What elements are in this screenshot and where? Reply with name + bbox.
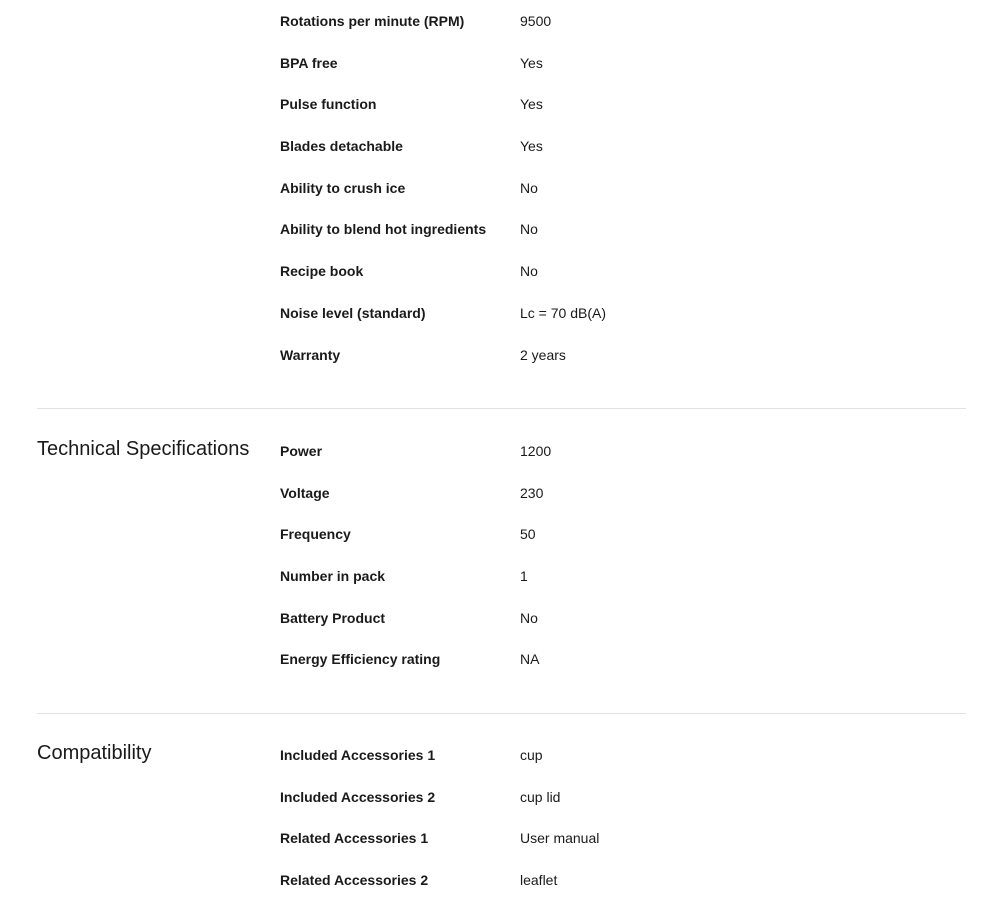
spec-value: Yes [520, 138, 543, 155]
spec-value: No [520, 221, 538, 238]
spec-value: Lc = 70 dB(A) [520, 304, 606, 321]
spec-value: 2 years [520, 346, 566, 363]
spec-value: No [520, 609, 538, 626]
spec-row [280, 871, 920, 913]
spec-row [280, 304, 920, 346]
spec-value: 1 [520, 568, 528, 585]
spec-label: Related Accessories 1 [280, 830, 429, 847]
spec-label: Included Accessories 1 [280, 747, 436, 763]
spec-label: Included Accessories 2 [280, 788, 436, 805]
spec-value: cup [520, 747, 543, 763]
spec-row [280, 262, 920, 304]
spec-value: 50 [520, 526, 536, 543]
spec-label: Ability to crush ice [280, 179, 406, 196]
spec-row [280, 484, 920, 526]
spec-row [280, 609, 920, 651]
section-title-compatibility: Compatibility [37, 742, 152, 764]
spec-row [280, 442, 920, 484]
spec-value: 9500 [520, 13, 552, 29]
spec-row [280, 829, 920, 871]
spec-value: 1200 [520, 443, 552, 459]
spec-label: Pulse function [280, 96, 377, 113]
spec-value: cup lid [520, 788, 561, 805]
features-spec-list [280, 12, 920, 387]
spec-label: Rotations per minute (RPM) [280, 13, 465, 29]
spec-row [280, 137, 920, 179]
spec-value: 230 [520, 484, 544, 501]
spec-value: Yes [520, 54, 543, 71]
spec-label: Related Accessories 2 [280, 872, 429, 889]
spec-value: leaflet [520, 872, 558, 889]
spec-label: Recipe book [280, 263, 364, 280]
spec-row [280, 746, 920, 788]
spec-label: Power [280, 443, 323, 459]
spec-label: Number in pack [280, 568, 386, 585]
spec-label: Noise level (standard) [280, 304, 426, 321]
section-divider [37, 713, 966, 714]
spec-label: BPA free [280, 54, 338, 71]
spec-label: Battery Product [280, 609, 386, 626]
spec-value: NA [520, 651, 540, 668]
section-title-technical-specifications: Technical Specifications [37, 438, 250, 460]
compatibility-spec-list [280, 746, 920, 913]
spec-label: Warranty [280, 346, 341, 363]
spec-row [280, 650, 920, 692]
technical-spec-list [280, 442, 920, 692]
spec-row [280, 54, 920, 96]
spec-label: Ability to blend hot ingredients [280, 221, 487, 238]
section-divider [37, 408, 966, 409]
spec-row [280, 12, 920, 54]
spec-value: User manual [520, 830, 600, 847]
spec-row [280, 179, 920, 221]
spec-row [280, 95, 920, 137]
spec-row [280, 788, 920, 830]
spec-row [280, 525, 920, 567]
spec-value: No [520, 179, 538, 196]
spec-value: No [520, 263, 538, 280]
spec-label: Energy Efficiency rating [280, 651, 441, 668]
spec-label: Voltage [280, 484, 330, 501]
spec-value: Yes [520, 96, 543, 113]
spec-row [280, 567, 920, 609]
spec-row [280, 346, 920, 388]
spec-row [280, 220, 920, 262]
spec-label: Frequency [280, 526, 351, 543]
spec-label: Blades detachable [280, 138, 403, 155]
